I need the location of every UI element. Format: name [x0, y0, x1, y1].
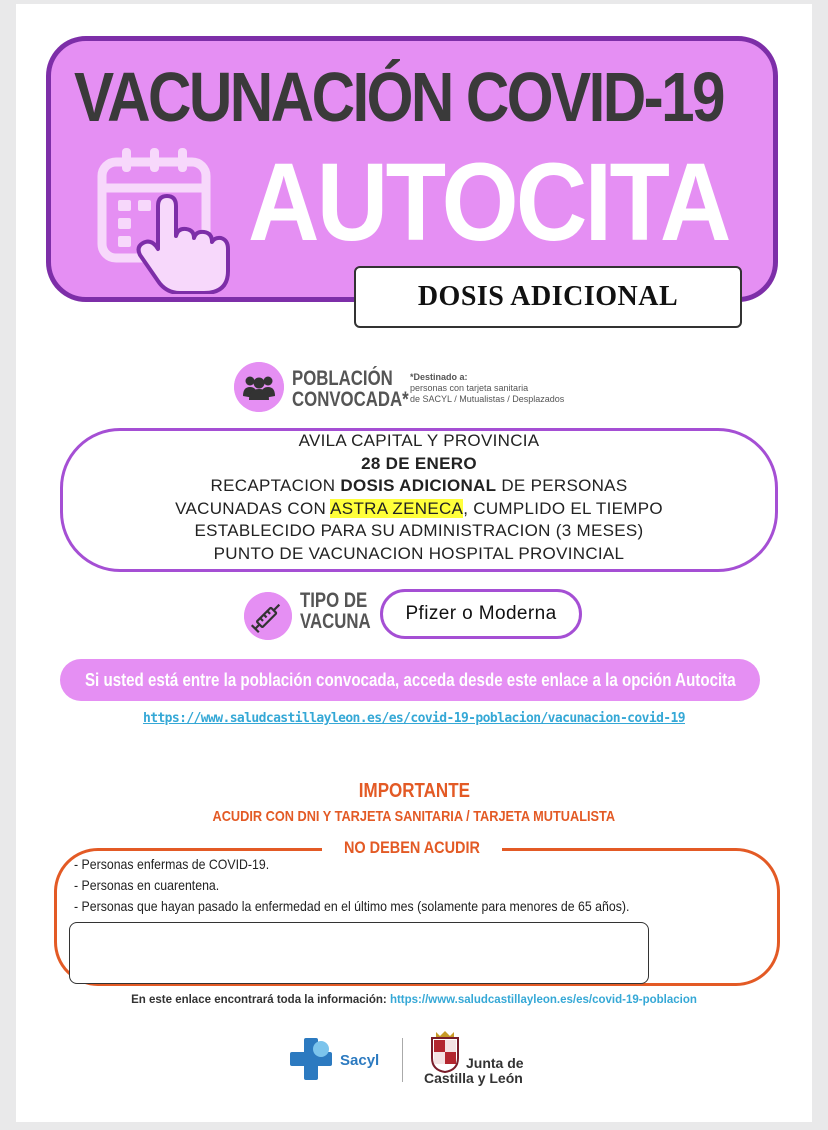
- astra-zeneca-highlight: ASTRA ZENECA: [330, 498, 464, 518]
- poster-page: [16, 4, 812, 1122]
- sacyl-logo-text: Sacyl: [340, 1052, 380, 1069]
- info-date: 28 DE ENERO: [361, 453, 477, 473]
- info-line3: RECAPTACION DOSIS ADICIONAL DE PERSONAS: [210, 476, 628, 496]
- importante-subtitle: ACUDIR CON DNI Y TARJETA SANITARIA / TARJETA MUTUALISTA: [212, 808, 616, 825]
- no-deben-acudir-list: [74, 854, 705, 917]
- vacunacion-link[interactable]: https://www.saludcastillayleon.es/es/covid-19-poblacion/vacunacion-covid-19: [142, 711, 685, 726]
- logo-divider: [402, 1038, 403, 1082]
- syringe-icon: [244, 592, 292, 640]
- poblacion-convocada-label: POBLACIÓN CONVOCADA*: [292, 367, 409, 411]
- info-text: [60, 430, 778, 566]
- footer-link[interactable]: https://www.saludcastillayleon.es/es/covid-19-poblacion: [389, 994, 697, 1006]
- info-location: AVILA CAPITAL Y PROVINCIA: [298, 431, 540, 450]
- list-item: - Personas en cuarentena.: [74, 877, 220, 893]
- info-line4: VACUNADAS CON ASTRA ZENECA, CUMPLIDO EL TIEMPO: [175, 498, 663, 518]
- importante-title: IMPORTANTE: [358, 780, 470, 802]
- sacyl-cross-icon: [288, 1036, 334, 1082]
- info-line6: PUNTO DE VACUNACION HOSPITAL PROVINCIAL: [213, 543, 625, 563]
- calendar-hand-icon: [96, 144, 236, 294]
- list-item: - Personas que hayan pasado la enfermedad en el último mes (solamente para menores de 65 años).: [74, 898, 630, 914]
- banner-subtitle: AUTOCITA: [248, 141, 729, 264]
- footer-info: En este enlace encontrará toda la información: https://www.saludcastillayleon.es/es/covid-19-poblacion: [131, 994, 697, 1006]
- jcyl-logo-text: Junta de Castilla y León: [424, 1055, 524, 1086]
- tipo-vacuna-label: TIPO DE VACUNA: [300, 589, 371, 633]
- people-group-icon: [234, 362, 284, 412]
- vaccine-type-value: Pfizer o Moderna: [380, 589, 582, 639]
- list-item: - Personas enfermas de COVID-19.: [74, 856, 270, 872]
- poblacion-note: *Destinado a: personas con tarjeta sanitaria de SACYL / Mutualistas / Desplazados: [410, 372, 565, 404]
- banner-title: VACUNACIÓN COVID-19: [74, 58, 723, 136]
- blank-overlay-box: [69, 922, 649, 984]
- no-deben-acudir-title: NO DEBEN ACUDIR: [322, 838, 502, 858]
- info-line5: ESTABLECIDO PARA SU ADMINISTRACION (3 MESES): [194, 521, 644, 541]
- autocita-cta-banner: Si usted está entre la población convocada, acceda desde este enlace a la opción Autocita: [60, 659, 760, 701]
- dosis-adicional-badge: DOSIS ADICIONAL: [354, 266, 742, 328]
